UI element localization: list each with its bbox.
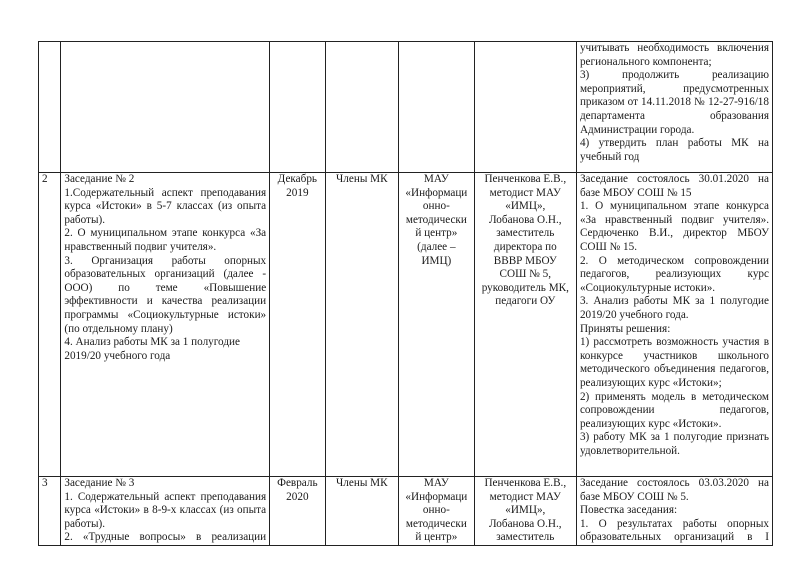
responsible-line: Пенченкова Е.В., bbox=[484, 173, 567, 185]
place-line: й центр» bbox=[415, 227, 458, 240]
agenda-item: 3. Организация работы опорных образовательных организаций (далее - ООО) по теме «Повышение эффективности и качества реализации программы «Социокультурные истоки» (по отдельному плану) bbox=[64, 254, 267, 335]
responsible-cell bbox=[474, 42, 576, 173]
row-number bbox=[39, 42, 61, 173]
date-year: 2020 bbox=[286, 490, 309, 503]
responsible-line: методист МАУ bbox=[489, 186, 561, 199]
result-line: учитывать необходимость включения регионального компонента; bbox=[579, 42, 769, 68]
responsible-line: «ИМЦ», bbox=[505, 200, 546, 213]
responsible-cell bbox=[474, 477, 576, 546]
table-row bbox=[39, 477, 773, 546]
participants-cell: Члены МК bbox=[325, 173, 399, 477]
responsible-line: директора по bbox=[493, 240, 557, 253]
participants-cell bbox=[325, 42, 399, 173]
result-line: 3) продолжить реализацию мероприятий, предусмотренных приказом от 14.11.2018 № 12-27-916/18 департамента образования Администрации города. bbox=[579, 69, 769, 136]
place-cell bbox=[399, 42, 475, 173]
row-number: 3 bbox=[39, 477, 61, 546]
responsible-line: педагоги ОУ bbox=[495, 295, 556, 308]
result-cell bbox=[576, 173, 772, 477]
result-line: Заседание состоялось 03.03.2020 на базе МБОУ СОШ № 5. bbox=[579, 477, 769, 503]
date-cell bbox=[270, 42, 325, 173]
agenda-item: 4. Анализ работы МК за 1 полугодие 2019/20 учебного года bbox=[64, 336, 240, 362]
table-row bbox=[39, 173, 773, 477]
agenda-title: Заседание № 3 bbox=[64, 477, 135, 489]
date-month: Декабрь bbox=[277, 173, 318, 185]
result-line: 3) работу МК за 1 полугодие признать удовлетворительной. bbox=[579, 431, 769, 457]
date-year: 2019 bbox=[286, 186, 309, 199]
place-line: методически bbox=[405, 213, 467, 226]
place-line: (далее – bbox=[417, 240, 456, 253]
place-line: ИМЦ) bbox=[421, 254, 452, 267]
agenda-item: 1. Содержательный аспект преподавания курса «Истоки» в 8-9-х классах (из опыта работы). bbox=[64, 490, 267, 530]
place-line: «Информаци bbox=[405, 490, 468, 503]
agenda-item: 2. «Трудные вопросы» в реализации bbox=[64, 531, 267, 544]
result-line: Заседание состоялось 30.01.2020 на базе МБОУ СОШ № 15 bbox=[579, 173, 769, 199]
place-cell bbox=[399, 173, 475, 477]
responsible-line: Пенченкова Е.В., bbox=[484, 477, 567, 489]
result-line: 2) применять модель в методическом сопровождении педагогов, реализующих курс «Истоки». bbox=[579, 390, 769, 430]
responsible-line: Лобанова О.Н., bbox=[489, 517, 562, 530]
place-line: й центр» bbox=[415, 531, 458, 544]
date-cell bbox=[270, 173, 325, 477]
responsible-line: Лобанова О.Н., bbox=[489, 213, 562, 226]
result-line: 4) утвердить план работы МК на учебный год bbox=[579, 137, 769, 163]
responsible-line: «ИМЦ», bbox=[505, 504, 546, 517]
meetings-table bbox=[38, 41, 773, 546]
agenda-cell bbox=[61, 42, 270, 173]
result-cell bbox=[576, 477, 772, 546]
responsible-line: СОШ № 5, bbox=[499, 268, 552, 281]
agenda-cell bbox=[61, 477, 270, 546]
result-line: Приняты решения: bbox=[579, 322, 671, 335]
result-cell bbox=[576, 42, 772, 173]
place-line: МАУ bbox=[423, 477, 449, 489]
place-line: онно- bbox=[422, 200, 450, 213]
result-line: 1. О муниципальном этапе конкурса «За нравственный подвиг учителя». Сердюченко В.И., директор МБОУ СОШ № 15. bbox=[579, 200, 769, 253]
place-line: онно- bbox=[422, 504, 450, 517]
place-line: «Информаци bbox=[405, 186, 468, 199]
result-line: 1. О результатах работы опорных образовательных организаций в I bbox=[579, 517, 769, 544]
result-line: 1) рассмотреть возможность участия в конкурсе участников школьного методического объединения педагогов, реализующих курс «Истоки»; bbox=[579, 336, 769, 389]
agenda-item: 1.Содержательный аспект преподавания курса «Истоки» в 5-7 классах (из опыта работы). bbox=[64, 186, 267, 226]
result-line: 2. О методическом сопровождении педагогов, реализующих курс «Социокультурные истоки». bbox=[579, 254, 769, 294]
responsible-line: руководитель МК, bbox=[481, 281, 569, 294]
responsible-line: методист МАУ bbox=[489, 490, 561, 503]
place-line: МАУ bbox=[423, 173, 449, 185]
agenda-cell bbox=[61, 173, 270, 477]
result-line: Повестка заседания: bbox=[579, 504, 678, 517]
agenda-item: 2. О муниципальном этапе конкурса «За нравственный подвиг учителя». bbox=[64, 227, 267, 253]
responsible-line: ВВВР МБОУ bbox=[493, 254, 557, 267]
result-line: 3. Анализ работы МК за 1 полугодие 2019/20 учебного года. bbox=[579, 295, 769, 321]
participants-cell: Члены МК bbox=[325, 477, 399, 546]
responsible-line: заместитель bbox=[496, 227, 555, 240]
place-cell bbox=[399, 477, 475, 546]
responsible-cell bbox=[474, 173, 576, 477]
agenda-title: Заседание № 2 bbox=[64, 173, 135, 185]
date-cell bbox=[270, 477, 325, 546]
table-row bbox=[39, 42, 773, 173]
row-number: 2 bbox=[39, 173, 61, 477]
date-month: Февраль bbox=[277, 477, 318, 489]
place-line: методически bbox=[405, 517, 467, 530]
responsible-line: заместитель bbox=[496, 531, 555, 544]
